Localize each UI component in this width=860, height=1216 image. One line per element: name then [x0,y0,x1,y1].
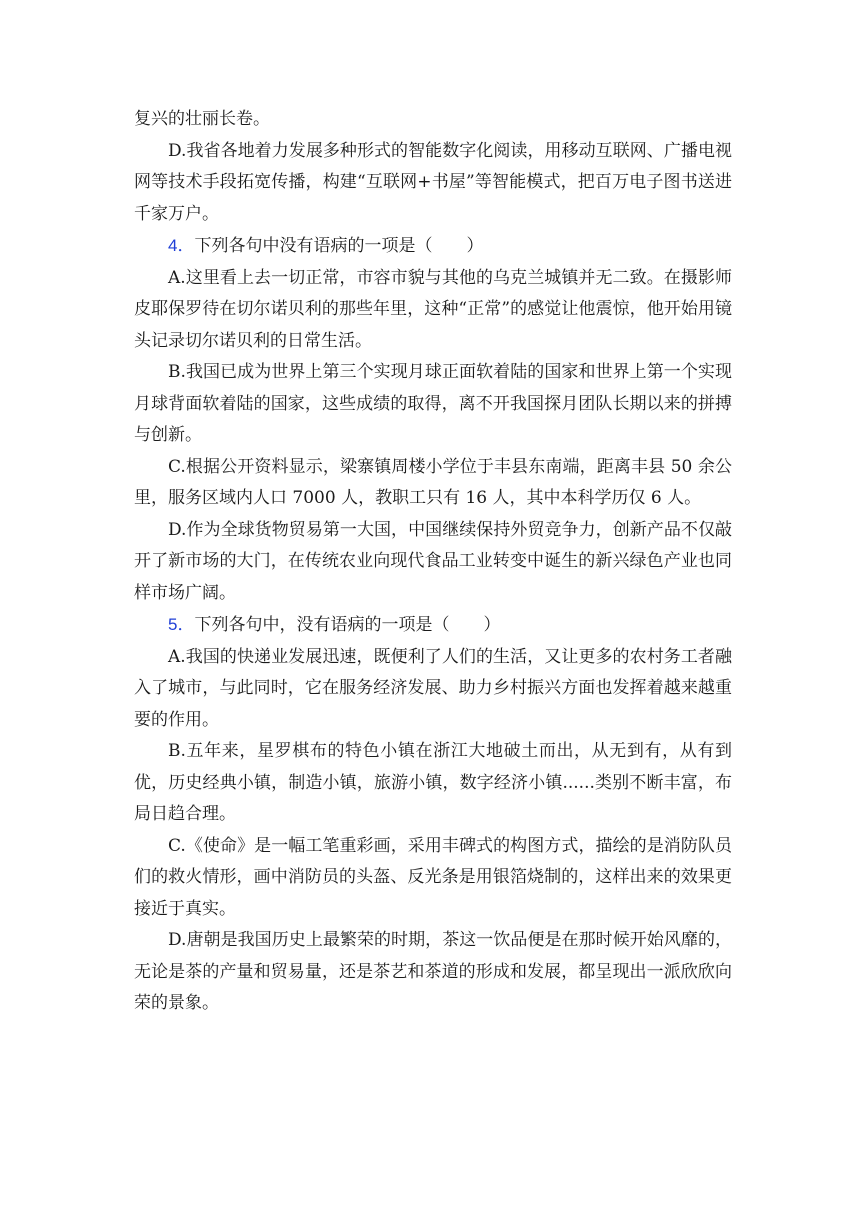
q4-option-c: C.根据公开资料显示，梁寨镇周楼小学位于丰县东南端，距离丰县 50 余公里，服务区域内人口 7000 人，教职工只有 16 人，其中本科学历仅 6 人。 [134,456,732,508]
q4-stem-text: 下列各句中没有语病的一项是（ ） [194,236,484,256]
q4-option-d: D.作为全球货物贸易第一大国，中国继续保持外贸竞争力，创新产品不仅敲开了新市场的大门，在传统农业向现代食品工业转变中诞生的新兴绿色产业也同样市场广阔。 [134,519,732,603]
document-body [134,104,732,1020]
q5-option-d: D.唐朝是我国历史上最繁荣的时期，茶这一饮品便是在那时候开始风靡的，无论是茶的产量和贸易量，还是茶艺和茶道的形成和发展，都呈现出一派欣欣向荣的景象。 [134,930,732,1013]
carryover-text: 复兴的壮丽长卷。 [134,109,270,129]
q4-stem [134,230,732,263]
q3-option-d: D.我省各地着力发展多种形式的智能数字化阅读，用移动互联网、广播电视网等技术手段拓宽传播，构建“互联网+书屋”等智能模式，把百万电子图书送进千家万户。 [134,140,732,224]
q5-stem-text: 下列各句中，没有语病的一项是（ ） [194,615,501,635]
q5-number: 5． [168,615,195,634]
q5-stem [134,609,732,642]
q4-number: 4． [168,236,195,255]
q4-option-b: B.我国已成为世界上第三个实现月球正面软着陆的国家和世界上第一个实现月球背面软着陆的国家，这些成绩的取得，离不开我国探月团队长期以来的拼搏与创新。 [134,362,732,445]
q5-option-c: C.《使命》是一幅工笔重彩画，采用丰碑式的构图方式，描绘的是消防队员们的救火情形，画中消防员的头盔、反光条是用银箔烧制的，这样出来的效果更接近于真实。 [134,835,732,919]
q5-option-a: A.我国的快递业发展迅速，既便利了人们的生活，又让更多的农村务工者融入了城市，与此同时，它在服务经济发展、助力乡村振兴方面也发挥着越来越重要的作用。 [134,646,732,730]
q5-option-b: B.五年来，星罗棋布的特色小镇在浙江大地破土而出，从无到有，从有到优，历史经典小镇，制造小镇，旅游小镇，数字经济小镇......类别不断丰富，布局日趋合理。 [134,741,732,824]
q4-option-a: A.这里看上去一切正常，市容市貌与其他的乌克兰城镇并无二致。在摄影师皮耶保罗待在切尔诺贝利的那些年里，这种“正常”的感觉让他震惊，他开始用镜头记录切尔诺贝利的日常生活。 [134,267,732,351]
